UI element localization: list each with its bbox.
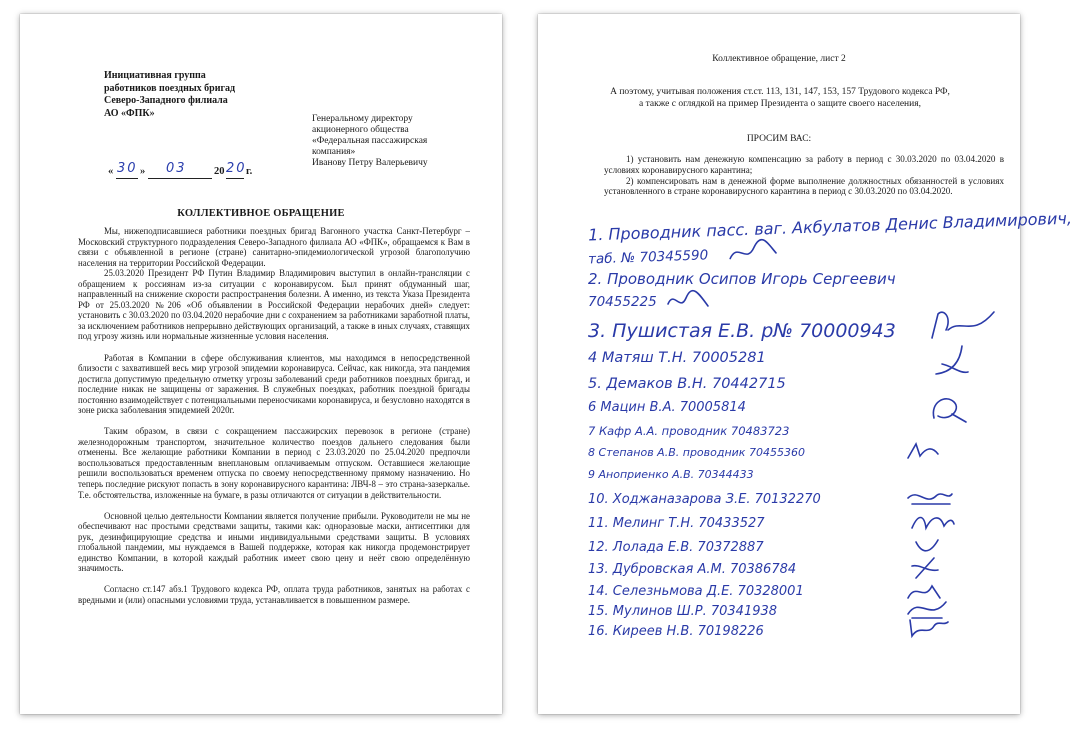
- date-open-quote: «: [108, 166, 114, 177]
- signature-text: 1. Проводник пасс. ваг. Акбулатов Денис Владимирович,: [587, 208, 1072, 245]
- signature-row: [588, 446, 1018, 459]
- signature-text: таб. № 70345590: [587, 247, 709, 268]
- signature-row: [588, 562, 1018, 577]
- letter-date: [108, 161, 268, 180]
- signature-row: [588, 492, 1018, 507]
- date-suffix: г.: [246, 166, 253, 177]
- date-close-quote: »: [140, 166, 146, 177]
- signature-text: 15. Мулинов Ш.Р. 70341938: [588, 604, 778, 619]
- signature-text: 7 Кафр А.А. проводник 70483723: [588, 424, 790, 438]
- addressee-block: [312, 114, 482, 169]
- date-year-prefix: 20: [214, 166, 225, 177]
- signature-row: [588, 350, 1018, 366]
- date-year-underline: [226, 178, 244, 179]
- intro-line: А поэтому, учитывая положения ст.ст. 113, 131, 147, 153, 157 Трудового кодекса РФ,: [610, 87, 950, 97]
- body-paragraph: Работая в Компании в сфере обслуживания клиентов, мы находимся в непосредственной близости с захватившей весь мир угрозой эпидемии коронавируса. Сейчас, как никогда, эта пандемия достигла допустимую предельную отметку угрозы заболеваний среди работников поездных бригад, и последние никак не защищены от заражения. В служебных поездках, работник поездной бригады постоянно взаимодействует с потенциальными переносчиками коронавируса, и безусловно находятся в зоне риска заболевания эпидемией 2020г.: [78, 352, 470, 416]
- signature-row: [588, 604, 1018, 619]
- signature-text: 8 Степанов А.В. проводник 70455360: [588, 446, 805, 459]
- signature-text: 70455225: [588, 294, 657, 310]
- addressee-line: Иванову Петру Валерьевичу: [312, 158, 428, 168]
- date-year-suffix: 20: [226, 161, 247, 176]
- signature-text: 5. Демаков В.Н. 70442715: [588, 376, 786, 392]
- handwritten-signature-mark: [906, 486, 954, 510]
- addressee-line: «Федеральная пассажирская: [312, 136, 428, 146]
- handwritten-signature-mark: [932, 344, 972, 380]
- signature-row: [588, 270, 1018, 288]
- letter-page-1: [20, 14, 502, 714]
- sender-block: [104, 70, 304, 120]
- date-month-underline: [148, 178, 212, 179]
- signature-row: [588, 468, 1018, 481]
- sender-line: Северо-Западного филиала: [104, 95, 228, 106]
- sender-line: работников поездных бригад: [104, 82, 236, 94]
- intro-line: а также с оглядкой на пример Президента о защите своего населения,: [639, 99, 921, 109]
- signature-row: [588, 400, 1018, 415]
- signatures-list: [538, 200, 1072, 639]
- signature-text: 13. Дубровская А.М. 70386784: [588, 562, 797, 577]
- signature-row: [588, 624, 1018, 639]
- addressee-line: Генеральному директору: [312, 114, 413, 124]
- signature-row: [588, 320, 1018, 342]
- date-month: 03: [166, 161, 187, 176]
- handwritten-signature-mark: [666, 290, 710, 312]
- signature-text: 10. Ходжаназарова З.Е. 70132270: [588, 492, 821, 507]
- handwritten-signature-mark: [928, 392, 968, 426]
- signature-text: 9 Аноприенко А.В. 70344433: [588, 468, 754, 481]
- letter-page-2: [538, 14, 1072, 714]
- letter-body: [78, 226, 470, 606]
- signature-text: 12. Лолада Е.В. 70372887: [588, 540, 764, 555]
- signature-text: 16. Киреев Н.В. 70198226: [588, 624, 764, 639]
- signature-text: 2. Проводник Осипов Игорь Сергеевич: [588, 270, 896, 288]
- request-item: 2) компенсировать нам в денежной форме выполнение должностных обязанностей в условиях установленного в стране коронавирусного карантина в период с 30.03.2020 по 03.04.2020.: [604, 175, 1004, 197]
- sender-line: Инициативная группа: [104, 70, 206, 81]
- body-paragraph: Мы, нижеподписавшиеся работники поездных бригад Вагонного участка Санкт-Петербург – Московский структурного подразделения Северо-Западного филиала АО «ФПК», обращаемся к Вам в связи с объявленной в регионе (стране) санитарно-эпидемиологической угрозой благополучию населения на территории Российской Федерации.: [78, 226, 470, 268]
- date-day-underline: [116, 178, 138, 179]
- body-paragraph: Таким образом, в связи с сокращением пассажирских перевозок в регионе (стране) железнодорожным транспортом, значительное количество поездов дальнего следования были отменены. Все желающие работники Компании в период с 23.03.2020 по 25.04.2020 предпочли воспользоваться предоставленным внеплановым оплачиваемым отпуском. Оставшиеся желающие решили воспользоваться временем отпуска по своему непосредственному прямому назначению. Но теперь последние рискуют попасть в зону коронавирусного карантина: ЛВЧ-8 – это страна-зазеркалье. Т.е. обстоятельства, изложенные на бумаге, в разы отличаются от ситуации в действительности.: [78, 426, 470, 500]
- body-paragraph: 25.03.2020 Президент РФ Путин Владимир Владимирович выступил в онлайн-трансляции с обращением к россиянам из-за ситуации с коронавирусом. Был принят обдуманный шаг, направленный на снижение скорости распространения болезни. А именно, из текста Указа Президента РФ от 25.03.2020 №206 «Об объявлении в Российской Федерации нерабочих дней» следует: установить с 30.03.2020 по 03.04.2020 нерабочие дни с сохранением за работниками заработной платы, за исключением работников непрерывно действующих организаций, а также в иных случаях, ставящих под угрозу жизнь или нормальные жизненные условия населения.: [78, 268, 470, 342]
- handwritten-signature-mark: [906, 616, 950, 640]
- document-title: КОЛЛЕКТИВНОЕ ОБРАЩЕНИЕ: [177, 208, 345, 219]
- intro-block: [558, 86, 1002, 110]
- handwritten-signature-mark: [728, 239, 779, 267]
- page-header: Коллективное обращение, лист 2: [712, 54, 846, 64]
- request-item: 1) установить нам денежную компенсацию за работу в период с 30.03.2020 по 03.04.2020 в условиях коронавирусного карантина;: [604, 154, 1004, 175]
- addressee-line: акционерного общества: [312, 125, 409, 135]
- signature-text: 3. Пушистая Е.В. р№ 70000943: [588, 320, 896, 342]
- date-day: 30: [117, 161, 138, 176]
- signature-row: [588, 424, 1018, 438]
- signature-row: [588, 376, 1018, 392]
- signature-text: 6 Мацин В.А. 70005814: [588, 400, 746, 415]
- handwritten-signature-mark: [906, 442, 940, 462]
- addressee-line: компания»: [312, 147, 356, 157]
- signature-row: [588, 540, 1018, 555]
- handwritten-signature-mark: [910, 510, 956, 534]
- signature-text: 14. Селезньмова Д.Е. 70328001: [588, 584, 804, 599]
- request-heading: ПРОСИМ ВАС:: [746, 134, 812, 144]
- sender-line: АО «ФПК»: [104, 107, 155, 119]
- signature-row: [588, 516, 1018, 531]
- signature-row: [588, 584, 1018, 599]
- requests-block: [604, 154, 1004, 197]
- body-paragraph: Основной целью деятельности Компании является получение прибыли. Руководители не мы не обеспечивают нас простыми средствами защиты, такими как: одноразовые маски, антисептики для рук, дезинфицирующие средства и иными индивидуальными средствами защиты. В условиях глобальной пандемии, мы нуждаемся в Вашей поддержке, которая как никогда продемонстрирует единство Компании, в которой каждый работник имеет свою цену и неёт свою определённую значимость.: [78, 510, 470, 574]
- body-paragraph: Согласно ст.147 абз.1 Трудового кодекса РФ, оплата труда работников, занятых на работах с вредными и (или) опасными условиями труда, устанавливается в повышенном размере.: [78, 584, 470, 605]
- handwritten-signature-mark: [912, 536, 942, 558]
- signature-text: 4 Матяш Т.Н. 70005281: [588, 350, 766, 366]
- signature-text: 11. Мелинг Т.Н. 70433527: [588, 516, 765, 531]
- handwritten-signature-mark: [928, 308, 998, 348]
